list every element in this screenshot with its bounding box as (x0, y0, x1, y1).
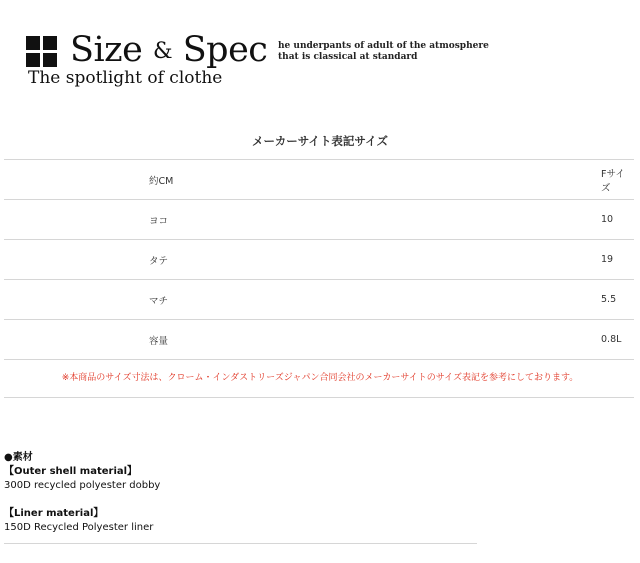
material-value: 300D recycled polyester dobby (4, 480, 161, 491)
row-value: 19 (465, 240, 634, 280)
row-label: 約CM (4, 160, 465, 200)
row-value: 0.8L (465, 320, 634, 360)
brand-subtitle: The spotlight of clothe (28, 68, 223, 88)
material-item (4, 507, 160, 535)
material-item (4, 465, 160, 493)
row-label: 容量 (4, 320, 465, 360)
material-heading: ●素材 (4, 452, 33, 463)
size-table-title: メーカーサイト表記サイズ (251, 134, 389, 148)
divider (4, 397, 634, 398)
tagline-line-2: that is classical at standard (278, 52, 418, 62)
row-value: Fサイズ (465, 160, 634, 200)
divider (4, 543, 477, 544)
row-value: 10 (465, 200, 634, 240)
material-label: 【Outer shell material】 (4, 466, 138, 477)
size-note: ※本商品のサイズ寸法は、クローム・インダストリーズジャパン合同会社のメーカーサイトのサイズ表記を参考にしております。 (61, 373, 579, 383)
brand-tagline (278, 41, 489, 63)
row-label: タテ (4, 240, 465, 280)
material-value: 150D Recycled Polyester liner (4, 522, 154, 533)
row-label: ヨコ (4, 200, 465, 240)
tagline-line-1: he underpants of adult of the atmosphere (278, 41, 489, 51)
brand-title-amp: & (152, 39, 173, 64)
material-section (4, 451, 160, 549)
table-row (4, 200, 634, 240)
row-label: マチ (4, 280, 465, 320)
header (0, 0, 640, 110)
size-table (4, 159, 634, 360)
brand-title-spec: Spec (182, 30, 268, 70)
table-row (4, 280, 634, 320)
material-label: 【Liner material】 (4, 508, 104, 519)
table-row (4, 320, 634, 360)
table-row (4, 240, 634, 280)
table-row (4, 160, 634, 200)
logo-squares-icon (26, 36, 57, 67)
row-value: 5.5 (465, 280, 634, 320)
brand-title-size: Size (70, 30, 143, 70)
